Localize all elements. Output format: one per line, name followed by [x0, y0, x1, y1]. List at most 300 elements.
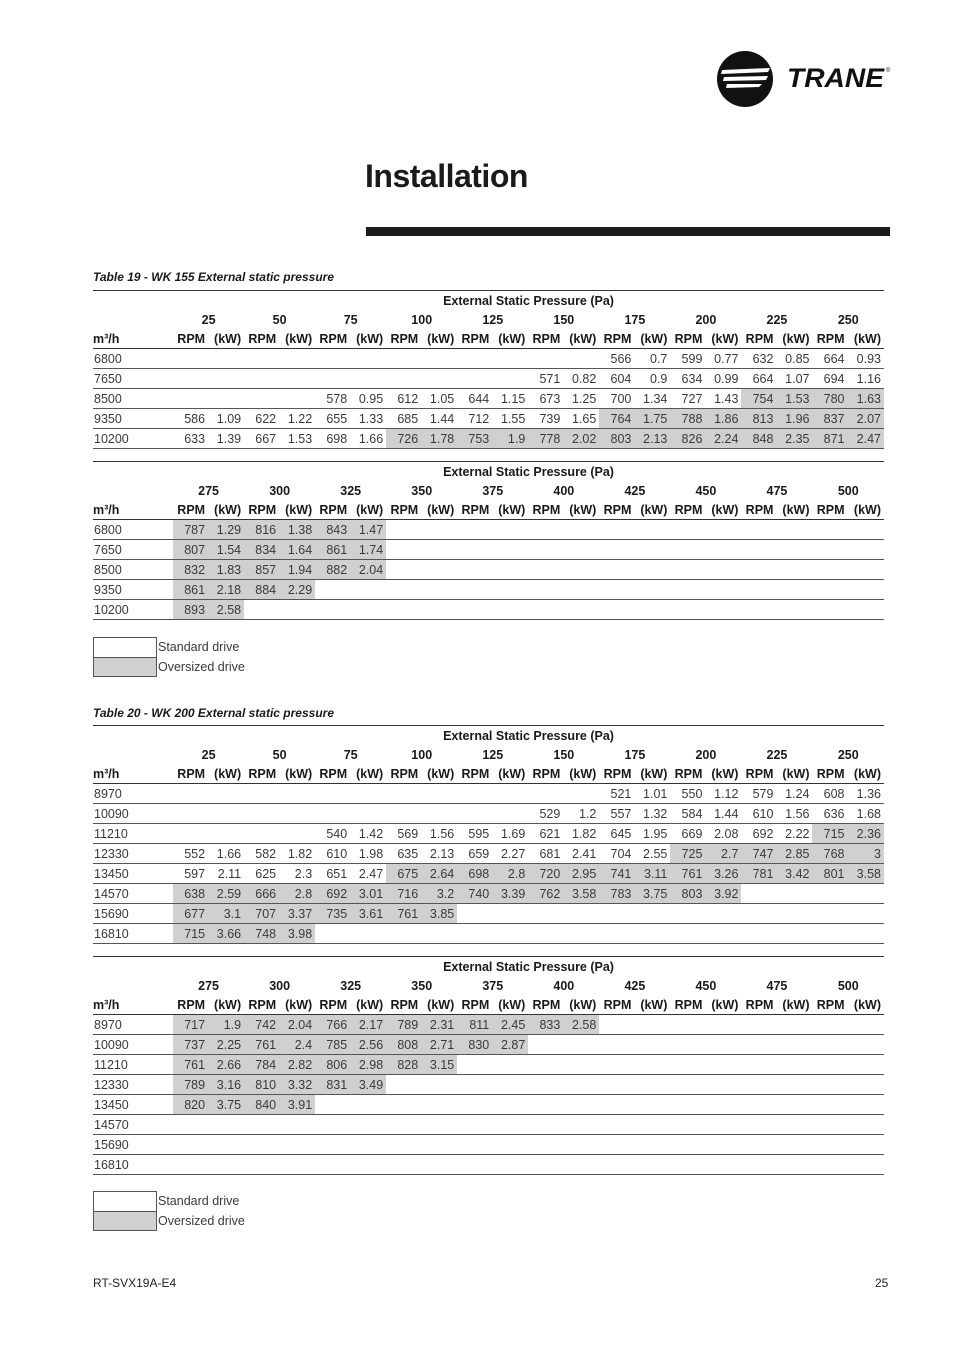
empty-cell [315, 1115, 350, 1135]
table-row [93, 1015, 884, 1035]
rpm-cell: 529 [528, 804, 563, 824]
empty-cell [173, 1155, 208, 1175]
pressure-column-header: 375 [482, 978, 504, 993]
rpm-cell: 727 [670, 389, 705, 409]
rpm-cell: 726 [386, 429, 421, 449]
empty-cell [492, 1075, 528, 1095]
kw-header: (kW) [563, 500, 599, 520]
airflow-cell: 10090 [93, 1035, 173, 1055]
rpm-cell: 803 [670, 884, 705, 904]
empty-cell [741, 1135, 776, 1155]
kw-cell: 2.55 [634, 844, 670, 864]
rpm-header: RPM [599, 995, 634, 1015]
table-row [93, 560, 884, 580]
empty-cell [599, 560, 634, 580]
kw-cell: 1.36 [848, 784, 885, 804]
empty-cell [279, 824, 315, 844]
empty-cell [599, 1095, 634, 1115]
empty-cell [563, 349, 599, 369]
logo-wordmark: TRANE [787, 63, 886, 93]
rpm-cell: 747 [741, 844, 776, 864]
empty-cell [315, 349, 350, 369]
empty-cell [315, 600, 350, 620]
rpm-cell: 707 [244, 904, 279, 924]
rpm-header: RPM [386, 500, 421, 520]
airflow-cell: 13450 [93, 1095, 173, 1115]
kw-cell: 1.12 [705, 784, 741, 804]
pressure-column-header: 450 [695, 483, 717, 498]
empty-cell [634, 1155, 670, 1175]
kw-cell: 3.61 [350, 904, 386, 924]
airflow-cell: 8970 [93, 1015, 173, 1035]
empty-cell [634, 1115, 670, 1135]
rpm-cell: 832 [173, 560, 208, 580]
kw-header: (kW) [492, 764, 528, 784]
empty-cell [386, 924, 421, 944]
empty-cell [208, 824, 244, 844]
kw-cell: 1.22 [279, 409, 315, 429]
kw-cell: 3.15 [421, 1055, 457, 1075]
empty-cell [705, 1155, 741, 1175]
pressure-column-header: 400 [553, 483, 575, 498]
empty-cell [457, 1135, 492, 1155]
rpm-cell: 579 [741, 784, 776, 804]
rpm-header: RPM [741, 500, 776, 520]
rpm-cell: 644 [457, 389, 492, 409]
kw-cell: 1.25 [563, 389, 599, 409]
rpm-cell: 831 [315, 1075, 350, 1095]
empty-cell [741, 884, 776, 904]
kw-cell: 2.25 [208, 1035, 244, 1055]
kw-cell: 3.16 [208, 1075, 244, 1095]
empty-cell [599, 904, 634, 924]
empty-cell [528, 580, 563, 600]
empty-cell [670, 1135, 705, 1155]
kw-cell: 2.36 [848, 824, 885, 844]
empty-cell [634, 1095, 670, 1115]
empty-cell [350, 580, 386, 600]
rpm-cell: 584 [670, 804, 705, 824]
empty-cell [279, 784, 315, 804]
kw-cell: 1.34 [634, 389, 670, 409]
rpm-cell: 659 [457, 844, 492, 864]
empty-cell [386, 600, 421, 620]
empty-cell [421, 560, 457, 580]
airflow-unit-header: m³/h [93, 764, 173, 784]
rpm-header: RPM [457, 500, 492, 520]
kw-cell: 1.56 [776, 804, 812, 824]
empty-cell [421, 1115, 457, 1135]
empty-cell [634, 1135, 670, 1155]
rpm-cell: 715 [173, 924, 208, 944]
airflow-cell: 9350 [93, 409, 173, 429]
empty-cell [528, 1155, 563, 1175]
rpm-cell: 820 [173, 1095, 208, 1115]
kw-cell: 0.99 [705, 369, 741, 389]
pressure-column-header: 450 [695, 978, 717, 993]
rpm-cell: 669 [670, 824, 705, 844]
rpm-header: RPM [457, 329, 492, 349]
pressure-header-row [93, 726, 884, 746]
kw-cell: 0.9 [634, 369, 670, 389]
kw-cell: 1.54 [208, 540, 244, 560]
empty-cell [528, 1135, 563, 1155]
empty-cell [563, 1055, 599, 1075]
rpm-cell: 737 [173, 1035, 208, 1055]
kw-cell: 1.94 [279, 560, 315, 580]
trane-logo-mark [716, 50, 896, 108]
rpm-header: RPM [244, 329, 279, 349]
rpm-cell: 666 [244, 884, 279, 904]
rpm-cell: 610 [741, 804, 776, 824]
empty-cell [670, 1155, 705, 1175]
rpm-cell: 766 [315, 1015, 350, 1035]
kw-header: (kW) [705, 500, 741, 520]
rpm-cell: 604 [599, 369, 634, 389]
pressure-header-row [93, 291, 884, 311]
table-19-part-2 [93, 461, 884, 620]
empty-cell [492, 520, 528, 540]
kw-cell: 2.95 [563, 864, 599, 884]
rpm-cell: 837 [812, 409, 847, 429]
rpm-header: RPM [599, 764, 634, 784]
empty-cell [599, 540, 634, 560]
empty-cell [705, 904, 741, 924]
pressure-column-header: 25 [201, 312, 216, 327]
rpm-cell: 717 [173, 1015, 208, 1035]
empty-cell [848, 1095, 885, 1115]
rpm-header: RPM [670, 995, 705, 1015]
empty-cell [244, 600, 279, 620]
kw-cell: 1.24 [776, 784, 812, 804]
empty-cell [173, 824, 208, 844]
kw-cell: 2.58 [208, 600, 244, 620]
table-row [93, 1135, 884, 1155]
rpm-header: RPM [386, 995, 421, 1015]
empty-cell [776, 1075, 812, 1095]
empty-cell [848, 540, 885, 560]
empty-cell [492, 904, 528, 924]
empty-cell [634, 1075, 670, 1095]
rpm-cell: 645 [599, 824, 634, 844]
table-row [93, 409, 884, 429]
kw-cell: 2.13 [421, 844, 457, 864]
kw-header: (kW) [208, 995, 244, 1015]
rpm-cell: 633 [173, 429, 208, 449]
kw-cell: 3.58 [848, 864, 885, 884]
empty-cell [705, 560, 741, 580]
rpm-cell: 692 [741, 824, 776, 844]
empty-cell [386, 369, 421, 389]
rpm-cell: 681 [528, 844, 563, 864]
empty-cell [244, 349, 279, 369]
rpm-header: RPM [244, 764, 279, 784]
empty-cell [386, 1095, 421, 1115]
kw-cell: 3.75 [634, 884, 670, 904]
airflow-cell: 16810 [93, 924, 173, 944]
rpm-cell: 811 [457, 1015, 492, 1035]
rpm-cell: 882 [315, 560, 350, 580]
empty-cell [421, 804, 457, 824]
empty-cell [634, 1035, 670, 1055]
empty-cell [457, 904, 492, 924]
rpm-cell: 871 [812, 429, 847, 449]
empty-cell [599, 1015, 634, 1035]
kw-header: (kW) [492, 995, 528, 1015]
empty-cell [848, 904, 885, 924]
rpm-cell: 610 [315, 844, 350, 864]
pressure-header: External Static Pressure (Pa) [173, 291, 884, 311]
empty-cell [244, 389, 279, 409]
rpm-cell: 712 [457, 409, 492, 429]
empty-cell [173, 349, 208, 369]
rpm-cell: 664 [741, 369, 776, 389]
empty-cell [421, 784, 457, 804]
rpm-cell: 785 [315, 1035, 350, 1055]
rpm-cell: 754 [741, 389, 776, 409]
empty-cell [315, 804, 350, 824]
kw-cell: 0.95 [350, 389, 386, 409]
kw-cell: 1.9 [208, 1015, 244, 1035]
empty-cell [812, 1115, 847, 1135]
oversized-drive-swatch [93, 1211, 157, 1231]
rpm-cell: 578 [315, 389, 350, 409]
empty-cell [776, 1115, 812, 1135]
rpm-header: RPM [457, 995, 492, 1015]
rpm-cell: 720 [528, 864, 563, 884]
empty-cell [776, 560, 812, 580]
rpm-cell: 826 [670, 429, 705, 449]
empty-cell [350, 804, 386, 824]
empty-cell [528, 520, 563, 540]
rpm-header: RPM [173, 329, 208, 349]
rpm-header: RPM [386, 329, 421, 349]
kw-cell: 2.66 [208, 1055, 244, 1075]
kw-cell: 1.05 [421, 389, 457, 409]
empty-cell [599, 520, 634, 540]
pressure-column-header: 250 [837, 747, 859, 762]
empty-cell [315, 1135, 350, 1155]
pressure-values-row [93, 310, 884, 329]
empty-cell [350, 349, 386, 369]
page-title: Installation [365, 158, 528, 194]
empty-cell [670, 1035, 705, 1055]
rpm-cell: 753 [457, 429, 492, 449]
svg-text:®: ® [886, 68, 891, 74]
table-row [93, 389, 884, 409]
rpm-cell: 764 [599, 409, 634, 429]
empty-cell [386, 784, 421, 804]
rpm-cell: 635 [386, 844, 421, 864]
kw-cell: 3.49 [350, 1075, 386, 1095]
standard-drive-swatch [93, 637, 157, 657]
pressure-column-header: 500 [837, 978, 859, 993]
empty-cell [634, 1055, 670, 1075]
kw-cell: 3.11 [634, 864, 670, 884]
units-row [93, 500, 884, 520]
page-number: 25 [875, 1276, 889, 1290]
empty-cell [848, 1055, 885, 1075]
rpm-header: RPM [173, 500, 208, 520]
empty-cell [848, 600, 885, 620]
empty-cell [386, 560, 421, 580]
kw-cell: 1.83 [208, 560, 244, 580]
empty-cell [705, 520, 741, 540]
airflow-cell: 6800 [93, 520, 173, 540]
kw-header: (kW) [705, 764, 741, 784]
empty-cell [563, 1155, 599, 1175]
empty-cell [705, 1015, 741, 1035]
rpm-header: RPM [315, 329, 350, 349]
empty-cell [492, 1135, 528, 1155]
rpm-cell: 725 [670, 844, 705, 864]
empty-cell [812, 1015, 847, 1035]
empty-cell [634, 600, 670, 620]
airflow-unit-header: m³/h [93, 329, 173, 349]
empty-cell [492, 804, 528, 824]
empty-cell [421, 1155, 457, 1175]
kw-cell: 1.68 [848, 804, 885, 824]
empty-cell [563, 1075, 599, 1095]
empty-cell [244, 369, 279, 389]
table-row [93, 824, 884, 844]
empty-cell [812, 1135, 847, 1155]
empty-cell [244, 824, 279, 844]
rpm-cell: 571 [528, 369, 563, 389]
rpm-cell: 806 [315, 1055, 350, 1075]
pressure-column-header: 50 [272, 312, 287, 327]
empty-cell [457, 369, 492, 389]
empty-cell [279, 369, 315, 389]
rpm-cell: 632 [741, 349, 776, 369]
empty-cell [599, 924, 634, 944]
empty-cell [457, 540, 492, 560]
kw-cell: 2.87 [492, 1035, 528, 1055]
kw-cell: 0.85 [776, 349, 812, 369]
empty-cell [492, 1115, 528, 1135]
empty-cell [386, 540, 421, 560]
empty-cell [563, 520, 599, 540]
rpm-header: RPM [528, 995, 563, 1015]
pressure-column-header: 75 [343, 312, 358, 327]
kw-header: (kW) [350, 995, 386, 1015]
pressure-column-header: 300 [269, 978, 291, 993]
rpm-header: RPM [812, 995, 847, 1015]
empty-cell [528, 1075, 563, 1095]
rpm-cell: 698 [457, 864, 492, 884]
kw-header: (kW) [776, 764, 812, 784]
kw-cell: 2.17 [350, 1015, 386, 1035]
empty-cell [741, 1155, 776, 1175]
rpm-cell: 813 [741, 409, 776, 429]
kw-cell: 1.47 [350, 520, 386, 540]
rpm-header: RPM [670, 764, 705, 784]
standard-drive-label: Standard drive [158, 1194, 240, 1208]
pressure-column-header: 475 [766, 978, 788, 993]
rpm-cell: 740 [457, 884, 492, 904]
rpm-cell: 625 [244, 864, 279, 884]
empty-cell [208, 349, 244, 369]
empty-cell [350, 600, 386, 620]
kw-cell: 2.31 [421, 1015, 457, 1035]
kw-cell: 2.02 [563, 429, 599, 449]
empty-cell [599, 600, 634, 620]
kw-cell: 3.91 [279, 1095, 315, 1115]
empty-cell [350, 1095, 386, 1115]
kw-cell: 1.56 [421, 824, 457, 844]
kw-cell: 1.96 [776, 409, 812, 429]
pressure-column-header: 425 [624, 483, 646, 498]
empty-cell [421, 520, 457, 540]
kw-cell: 2.56 [350, 1035, 386, 1055]
rpm-header: RPM [599, 329, 634, 349]
table-row [93, 804, 884, 824]
pressure-column-header: 25 [201, 747, 216, 762]
empty-cell [563, 560, 599, 580]
empty-cell [208, 804, 244, 824]
kw-header: (kW) [848, 329, 885, 349]
kw-cell: 1.44 [421, 409, 457, 429]
empty-cell [599, 1135, 634, 1155]
rpm-cell: 685 [386, 409, 421, 429]
rpm-cell: 861 [315, 540, 350, 560]
standard-drive-label: Standard drive [158, 640, 240, 654]
empty-cell [776, 1015, 812, 1035]
empty-cell [492, 1095, 528, 1115]
pressure-column-header: 225 [766, 747, 788, 762]
empty-cell [528, 1115, 563, 1135]
kw-header: (kW) [208, 764, 244, 784]
airflow-cell: 14570 [93, 884, 173, 904]
rpm-header: RPM [457, 764, 492, 784]
rpm-cell: 700 [599, 389, 634, 409]
pressure-column-header: 500 [837, 483, 859, 498]
airflow-cell: 15690 [93, 904, 173, 924]
rpm-header: RPM [741, 329, 776, 349]
rpm-cell: 521 [599, 784, 634, 804]
kw-cell: 3.01 [350, 884, 386, 904]
empty-cell [812, 1075, 847, 1095]
empty-cell [492, 369, 528, 389]
empty-cell [670, 1015, 705, 1035]
empty-cell [208, 389, 244, 409]
kw-header: (kW) [421, 329, 457, 349]
oversized-drive-swatch [93, 657, 157, 677]
rpm-cell: 848 [741, 429, 776, 449]
pressure-column-header: 175 [624, 312, 646, 327]
empty-cell [457, 349, 492, 369]
rpm-cell: 692 [315, 884, 350, 904]
oversized-drive-label: Oversized drive [158, 1214, 245, 1228]
table-row [93, 864, 884, 884]
kw-header: (kW) [279, 500, 315, 520]
rpm-header: RPM [528, 329, 563, 349]
legend-standard [93, 637, 293, 657]
empty-cell [421, 600, 457, 620]
kw-header: (kW) [208, 500, 244, 520]
pressure-column-header: 175 [624, 747, 646, 762]
kw-cell: 3.92 [705, 884, 741, 904]
rpm-cell: 651 [315, 864, 350, 884]
rpm-cell: 550 [670, 784, 705, 804]
kw-cell: 2.24 [705, 429, 741, 449]
table-row [93, 1035, 884, 1055]
empty-cell [492, 580, 528, 600]
airflow-unit-header: m³/h [93, 995, 173, 1015]
kw-cell: 1.65 [563, 409, 599, 429]
empty-cell [776, 600, 812, 620]
empty-cell [173, 1135, 208, 1155]
